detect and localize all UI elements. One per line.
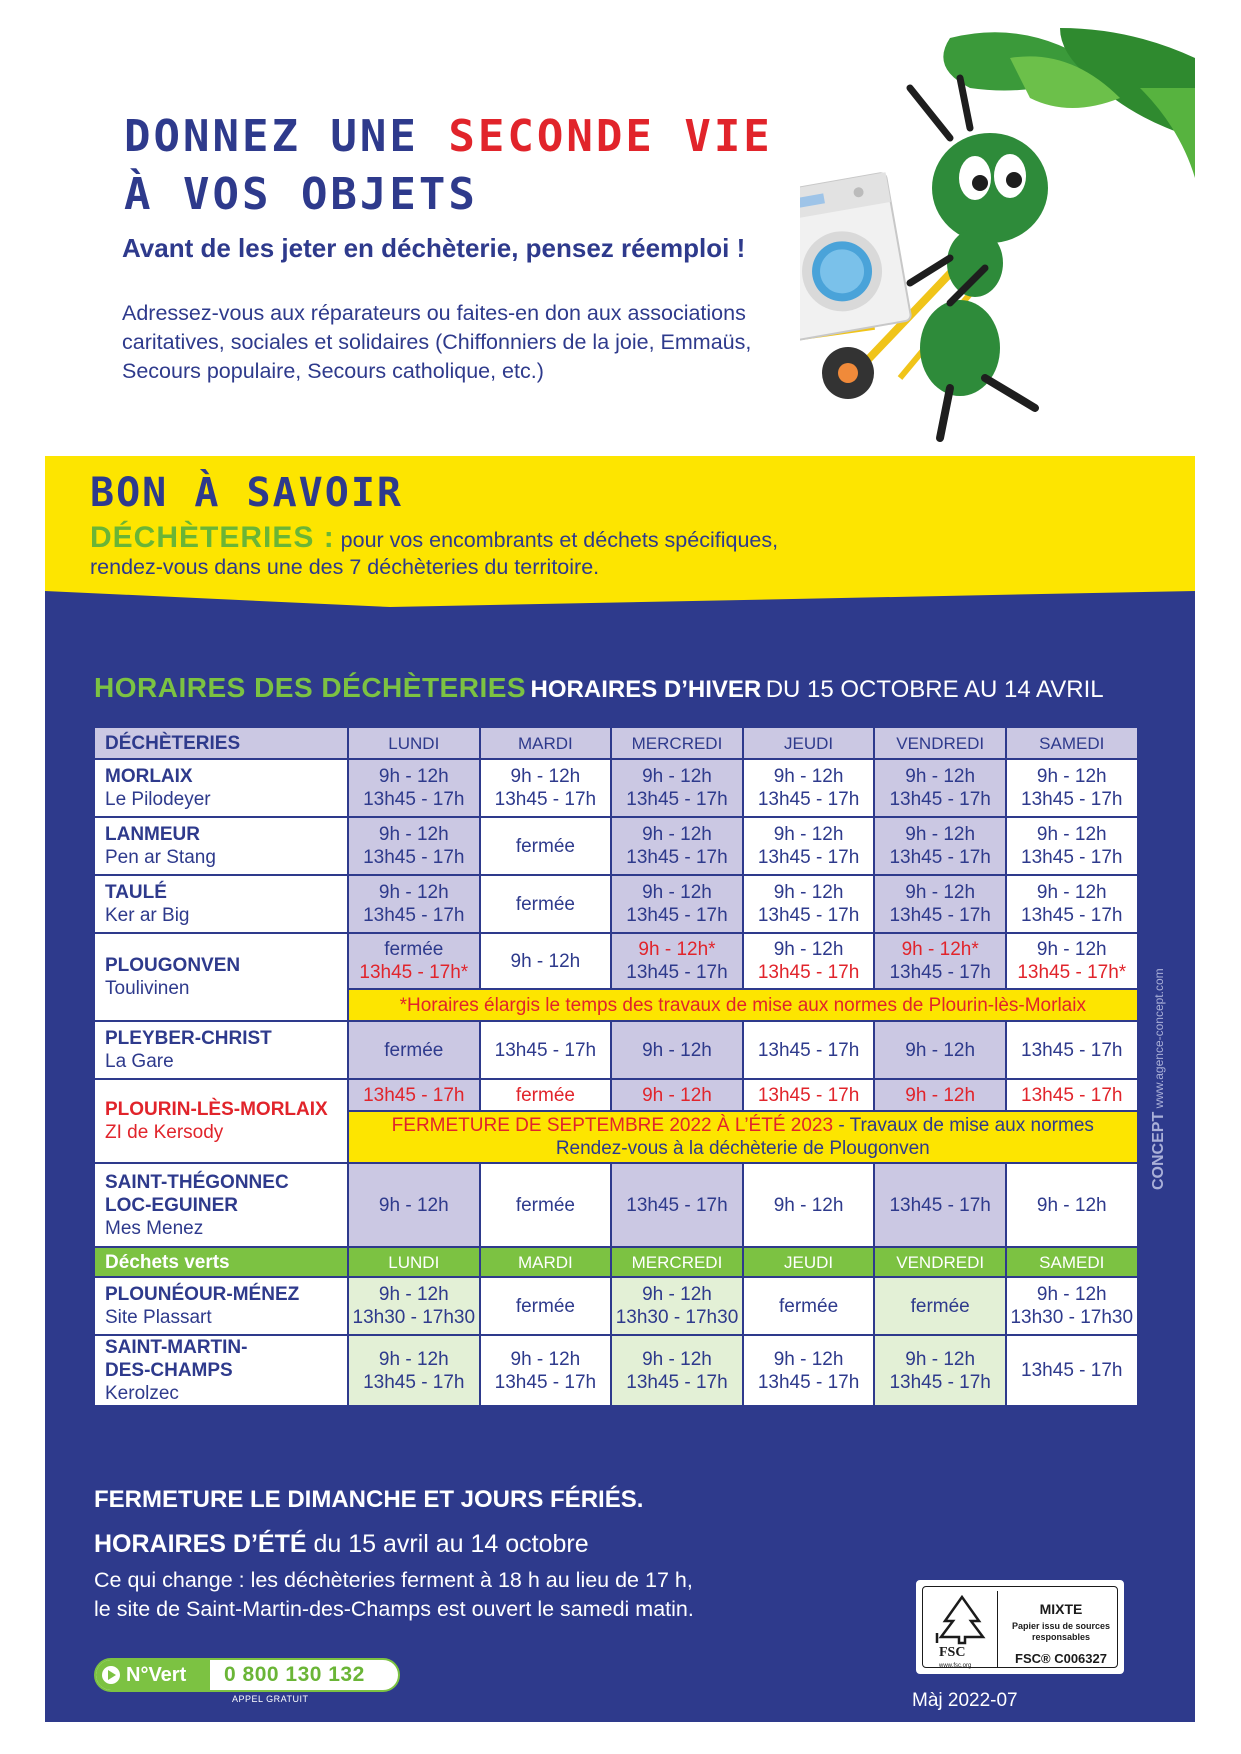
site-saint-martin-des-champs: SAINT-MARTIN- DES-CHAMPS Kerolzec — [94, 1335, 348, 1406]
hours-cell: 9h - 12h — [480, 933, 612, 989]
hours-cell: 9h - 12h — [611, 1079, 743, 1111]
hours-cell: 9h - 12h* 13h45 - 17h — [874, 933, 1006, 989]
hours-cell: 13h45 - 17h — [743, 1021, 875, 1079]
hours-cell: 9h - 12h 13h45 - 17h — [480, 759, 612, 817]
schedule-table — [93, 726, 1139, 1407]
fsc-label: FSC www.fsc.org MIXTE Papier issu de sources responsables FSC® C006327 — [914, 1578, 1126, 1676]
hours-cell: 13h45 - 17h — [480, 1021, 612, 1079]
header-day: VENDREDI — [874, 1247, 1006, 1277]
hours-cell: 9h - 12h — [874, 1021, 1006, 1079]
hours-cell: 9h - 12h — [1006, 1163, 1138, 1247]
table-header-row — [94, 727, 1138, 759]
table-row — [94, 1021, 1138, 1079]
table-row — [94, 759, 1138, 817]
hours-cell: 9h - 12h 13h45 - 17h — [743, 1335, 875, 1406]
hours-cell: 9h - 12h 13h30 - 17h30 — [1006, 1277, 1138, 1335]
bon-a-savoir-title: BON À SAVOIR — [90, 470, 403, 516]
summer-hours-body: Ce qui change : les déchèteries ferment à 18 h au lieu de 17 h, le site de Saint-Martin-des-Champs est ouvert le samedi matin. — [94, 1568, 694, 1621]
agency-credit: CONCEPT www.agence-concept.com — [1150, 968, 1167, 1190]
table-row — [94, 933, 1138, 989]
hours-cell: 9h - 12h — [611, 1021, 743, 1079]
header-day: VENDREDI — [874, 727, 1006, 759]
appel-gratuit: APPEL GRATUIT — [232, 1694, 309, 1704]
hours-cell: 9h - 12h 13h45 - 17h — [348, 1335, 480, 1406]
update-date: Màj 2022-07 — [912, 1690, 1018, 1711]
header-green-waste: Déchets verts — [94, 1247, 348, 1277]
sunday-closure-notice: FERMETURE LE DIMANCHE ET JOURS FÉRIÉS. — [94, 1486, 644, 1513]
numero-vert-badge[interactable] — [94, 1658, 400, 1692]
header-day: LUNDI — [348, 1247, 480, 1277]
hours-cell: 9h - 12h 13h45 - 17h — [1006, 875, 1138, 933]
headline — [124, 108, 773, 224]
hours-cell: fermée — [348, 1021, 480, 1079]
hours-cell: 13h45 - 17h — [1006, 1021, 1138, 1079]
band-notch — [45, 585, 1195, 615]
hours-cell: 13h45 - 17h — [611, 1163, 743, 1247]
header-day: JEUDI — [743, 727, 875, 759]
site-plougonven: PLOUGONVEN Toulivinen — [94, 933, 348, 1021]
ant-icon — [910, 78, 1048, 438]
hours-cell: fermée — [743, 1277, 875, 1335]
hours-cell: 9h - 12h 13h45 - 17h — [611, 759, 743, 817]
hours-cell: 9h - 12h 13h45 - 17h — [611, 1335, 743, 1406]
table-row — [94, 1079, 1138, 1111]
hours-cell: 9h - 12h — [348, 1163, 480, 1247]
hours-cell: 13h45 - 17h — [1006, 1335, 1138, 1406]
header-day: SAMEDI — [1006, 727, 1138, 759]
hours-cell: 13h45 - 17h — [874, 1163, 1006, 1247]
plourin-closure-note: FERMETURE DE SEPTEMBRE 2022 À L’ÉTÉ 2023 - Travaux de mise aux normes Rendez-vous à la déchèterie de Plougonven — [348, 1111, 1138, 1163]
hours-cell: 9h - 12h 13h45 - 17h — [743, 875, 875, 933]
hours-cell: 9h - 12h 13h45 - 17h — [348, 817, 480, 875]
plougonven-note: *Horaires élargis le temps des travaux de mise aux normes de Plourin-lès-Morlaix — [348, 989, 1138, 1021]
hours-cell: 13h45 - 17h — [1006, 1079, 1138, 1111]
hours-cell: 9h - 12h 13h30 - 17h30 — [348, 1277, 480, 1335]
hours-cell: fermée — [480, 1163, 612, 1247]
headline-red: SECONDE VIE — [448, 111, 773, 162]
site-pleyber-christ: PLEYBER-CHRIST La Gare — [94, 1021, 348, 1079]
site-saint-thegonnec: SAINT-THÉGONNEC LOC-EGUINER Mes Menez — [94, 1163, 348, 1247]
hours-cell: 9h - 12h 13h45 - 17h — [348, 759, 480, 817]
hours-cell: fermée — [480, 1277, 612, 1335]
hours-cell: 9h - 12h 13h45 - 17h — [874, 817, 1006, 875]
hours-cell: fermée — [480, 1079, 612, 1111]
hours-cell: 9h - 12h — [743, 1163, 875, 1247]
play-icon — [102, 1666, 120, 1684]
hours-cell: 9h - 12h 13h45 - 17h — [348, 875, 480, 933]
header-day: SAMEDI — [1006, 1247, 1138, 1277]
hours-cell: 9h - 12h 13h45 - 17h — [611, 875, 743, 933]
table-row — [94, 1163, 1138, 1247]
header-day: MARDI — [480, 1247, 612, 1277]
hours-cell: 9h - 12h 13h45 - 17h — [743, 759, 875, 817]
hours-cell: fermée — [874, 1277, 1006, 1335]
green-waste-header-row — [94, 1247, 1138, 1277]
header-day: MARDI — [480, 727, 612, 759]
hours-cell: fermée — [480, 817, 612, 875]
hours-cell: 9h - 12h — [874, 1079, 1006, 1111]
hours-cell: 13h45 - 17h — [743, 1079, 875, 1111]
site-plouneour-menez: PLOUNÉOUR-MÉNEZ Site Plassart — [94, 1277, 348, 1335]
hours-cell: 9h - 12h 13h30 - 17h30 — [611, 1277, 743, 1335]
hours-cell: 9h - 12h 13h45 - 17h — [1006, 817, 1138, 875]
headline-line1: DONNEZ UNE SECONDE VIE — [124, 111, 773, 162]
headline-line2: À VOS OBJETS — [124, 169, 478, 220]
header-day: MERCREDI — [611, 1247, 743, 1277]
hours-cell: 13h45 - 17h — [348, 1079, 480, 1111]
site-lanmeur: LANMEUR Pen ar Stang — [94, 817, 348, 875]
hours-cell: 9h - 12h 13h45 - 17h — [743, 933, 875, 989]
header-day: JEUDI — [743, 1247, 875, 1277]
hours-cell: 9h - 12h* 13h45 - 17h — [611, 933, 743, 989]
header-site: DÉCHÈTERIES — [94, 727, 348, 759]
table-row — [94, 817, 1138, 875]
intro-body: Adressez-vous aux réparateurs ou faites-en don aux associations caritatives, sociales et solidaires (Chiffonniers de la joie, Emmaüs, Secours populaire, Secours catholique, etc.) — [122, 301, 752, 383]
decheteries-label: DÉCHÈTERIES : — [90, 521, 335, 554]
hours-cell: fermée 13h45 - 17h* — [348, 933, 480, 989]
numero-vert-label: N°Vert — [96, 1660, 210, 1690]
site-plourin-les-morlaix: PLOURIN-LÈS-MORLAIX ZI de Kersody — [94, 1079, 348, 1163]
hours-cell: 9h - 12h 13h45 - 17h* — [1006, 933, 1138, 989]
hours-cell: 9h - 12h 13h45 - 17h — [480, 1335, 612, 1406]
site-taule: TAULÉ Ker ar Big — [94, 875, 348, 933]
hours-cell: 9h - 12h 13h45 - 17h — [874, 1335, 1006, 1406]
site-morlaix: MORLAIX Le Pilodeyer — [94, 759, 348, 817]
hours-cell: 9h - 12h 13h45 - 17h — [874, 759, 1006, 817]
horaires-heading: HORAIRES DES DÉCHÈTERIES HORAIRES D’HIVER DU 15 OCTOBRE AU 14 AVRIL — [94, 672, 1104, 703]
hours-cell: fermée — [480, 875, 612, 933]
washing-machine-icon — [800, 172, 912, 341]
table-row — [94, 875, 1138, 933]
hours-cell: 9h - 12h 13h45 - 17h — [874, 875, 1006, 933]
table-row — [94, 1277, 1138, 1335]
summer-hours-heading: HORAIRES D’ÉTÉ du 15 avril au 14 octobre — [94, 1530, 589, 1558]
decheteries-intro: DÉCHÈTERIES : pour vos encombrants et déchets spécifiques, rendez-vous dans une des 7 déchèteries du territoire. — [90, 521, 779, 579]
intro-title: Avant de les jeter en déchèterie, pensez réemploi ! — [122, 233, 746, 263]
hours-cell: 9h - 12h 13h45 - 17h — [1006, 759, 1138, 817]
numero-vert-number: 0 800 130 132 — [224, 1663, 365, 1686]
hours-cell: 9h - 12h 13h45 - 17h — [743, 817, 875, 875]
header-day: MERCREDI — [611, 727, 743, 759]
ant-washing-machine-illustration — [800, 28, 1195, 453]
hours-cell: 9h - 12h 13h45 - 17h — [611, 817, 743, 875]
table-row — [94, 1335, 1138, 1406]
header-day: LUNDI — [348, 727, 480, 759]
